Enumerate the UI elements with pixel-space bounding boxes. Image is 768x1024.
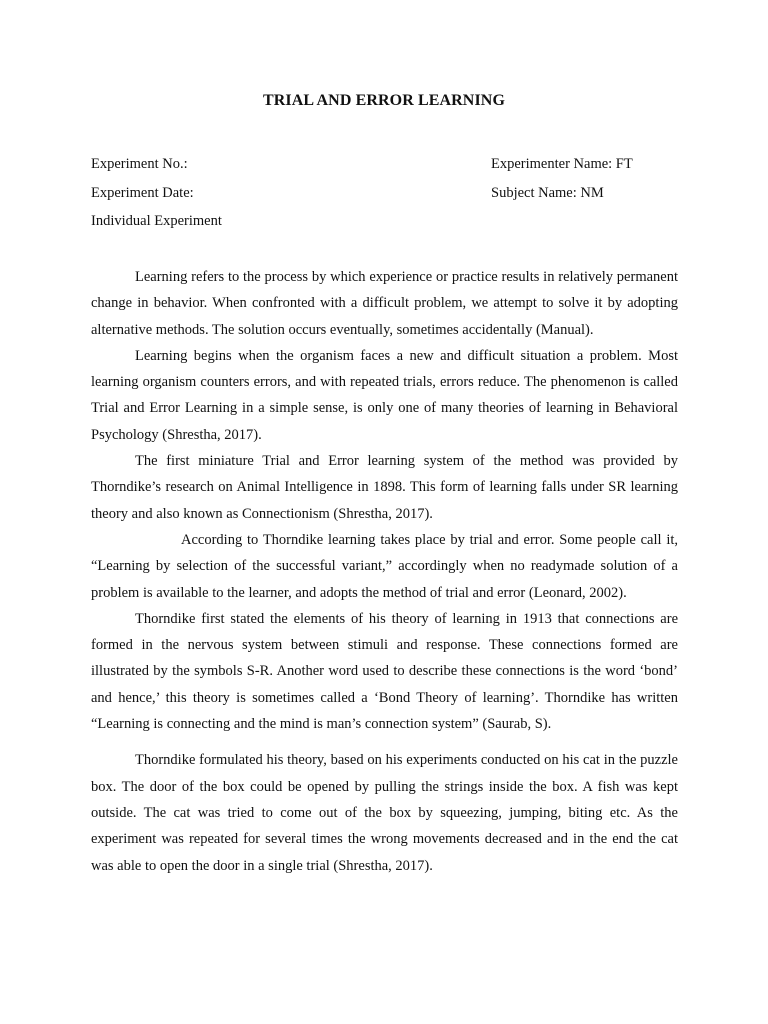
paragraph-3: The first miniature Trial and Error learning system of the method was provided by Thorndike’s research on Animal Intelligence in 1898. This form of learning falls under SR learning theory and also known as Connectionism (Shrestha, 2017).	[91, 453, 678, 522]
paragraph-1: Learning refers to the process by which experience or practice results in relatively permanent change in behavior. When confronted with a difficult problem, we attempt to solve it by adopting alternative methods. The solution occurs eventually, sometimes accidentally (Manual).	[91, 269, 678, 338]
paragraph-6: Thorndike formulated his theory, based on his experiments conducted on his cat in the puzzle box. The door of the box could be opened by pulling the strings inside the box. A fish was kept outside. The cat was tried to come out of the box by squeezing, jumping, biting etc. As the experiment was repeated for several times the wrong movements decreased and in the end the cat was able to open the door in a single trial (Shrestha, 2017).	[91, 752, 678, 874]
paragraph-4: According to Thorndike learning takes place by trial and error. Some people call it, “Learning by selection of the successful variant,” accordingly when no readymade solution of a problem is available to the learner, and adopts the method of trial and error (Leonard, 2002).	[91, 531, 678, 601]
paragraph-2: Learning begins when the organism faces a new and difficult situation a problem. Most learning organism counters errors, and with repeated trials, errors reduce. The phenomenon is called Trial and Error Learning in a simple sense, is only one of many theories of learning in Behavioral Psychology (Shrestha, 2017).	[91, 347, 678, 443]
experiment-date-label: Experiment Date:	[91, 185, 194, 201]
page-title: TRIAL AND ERROR LEARNING	[263, 92, 505, 109]
paragraph-5: Thorndike first stated the elements of his theory of learning in 1913 that connections are formed in the nervous system between stimuli and response. These connections formed are illustrated by the symbols S-R. Another word used to describe these connections is the word ‘bond’ and hence,’ this theory is sometimes called a ‘Bond Theory of learning’. Thorndike has written “Learning is connecting and the mind is man’s connection system” (Saurab, S).	[91, 610, 678, 733]
experiment-no-label: Experiment No.:	[91, 156, 188, 172]
experiment-type-label: Individual Experiment	[91, 213, 222, 229]
subject-name-label: Subject Name: NM	[491, 185, 604, 201]
body-text	[91, 264, 678, 879]
experimenter-name-label: Experimenter Name: FT	[491, 156, 633, 172]
